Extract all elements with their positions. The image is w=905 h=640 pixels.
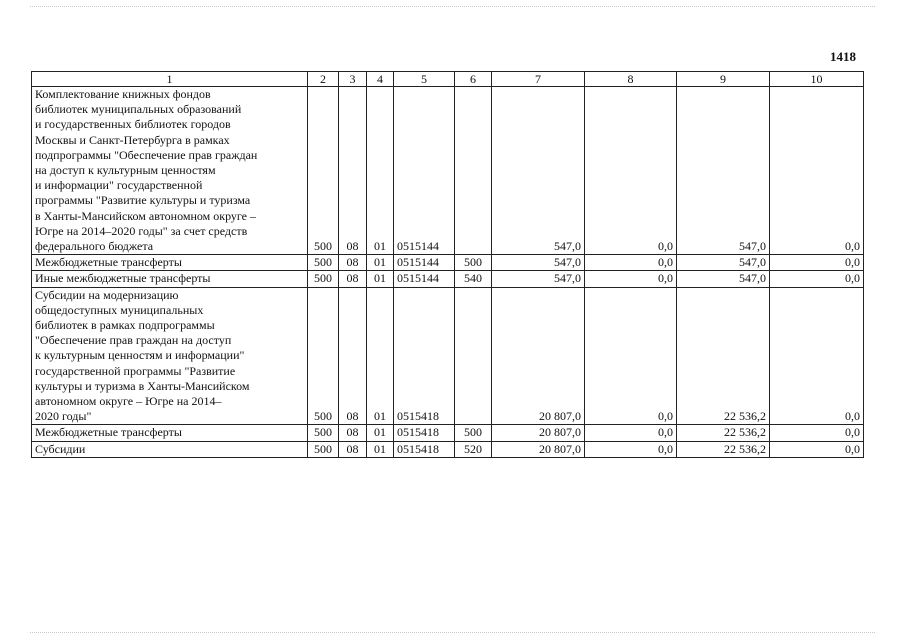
cell-col8: 0,0	[585, 287, 677, 425]
cell-col7: 20 807,0	[492, 287, 585, 425]
cell-col6: 540	[455, 271, 492, 287]
cell-col2: 500	[308, 287, 339, 425]
cell-col7: 547,0	[492, 87, 585, 255]
cell-col4: 01	[367, 87, 394, 255]
header-cell: 8	[585, 72, 677, 87]
cell-col4: 01	[367, 255, 394, 271]
table-row	[32, 255, 864, 271]
cell-col8: 0,0	[585, 87, 677, 255]
cell-col9: 547,0	[677, 87, 770, 255]
header-cell: 5	[394, 72, 455, 87]
row-name: Межбюджетные трансферты	[32, 425, 308, 441]
cell-col6: 500	[455, 425, 492, 441]
cell-col2: 500	[308, 271, 339, 287]
header-cell: 2	[308, 72, 339, 87]
header-cell: 10	[770, 72, 864, 87]
cell-col6: 500	[455, 255, 492, 271]
cell-col10: 0,0	[770, 271, 864, 287]
row-name: Комплектование книжных фондов библиотек муниципальных образований и государственных библиотек городов Москвы и Санкт-Петербурга в рамках подпрограммы "Обеспечение прав граждан на доступ к культурным ценностям и информации" государственной программы "Развитие культуры и туризма в Ханты-Мансийском автономном округе – Югре на 2014–2020 годы" за счет средств федерального бюджета	[32, 87, 308, 255]
cell-col9: 547,0	[677, 271, 770, 287]
header-cell: 1	[32, 72, 308, 87]
cell-col9: 547,0	[677, 255, 770, 271]
cell-col4: 01	[367, 441, 394, 457]
cell-col7: 547,0	[492, 271, 585, 287]
cell-col9: 22 536,2	[677, 441, 770, 457]
cell-col5: 0515418	[394, 287, 455, 425]
budget-table	[31, 71, 864, 458]
cell-col5: 0515144	[394, 271, 455, 287]
header-cell: 7	[492, 72, 585, 87]
row-name: Иные межбюджетные трансферты	[32, 271, 308, 287]
scan-artifact-bottom	[30, 632, 875, 634]
cell-col8: 0,0	[585, 271, 677, 287]
page-number: 1418	[830, 49, 856, 64]
cell-col10: 0,0	[770, 425, 864, 441]
cell-col4: 01	[367, 287, 394, 425]
cell-col10: 0,0	[770, 441, 864, 457]
header-cell: 9	[677, 72, 770, 87]
cell-col6	[455, 87, 492, 255]
cell-col7: 547,0	[492, 255, 585, 271]
table-row	[32, 271, 864, 287]
table-row	[32, 287, 864, 425]
cell-col6: 520	[455, 441, 492, 457]
cell-col5: 0515418	[394, 441, 455, 457]
cell-col10: 0,0	[770, 287, 864, 425]
cell-col3: 08	[339, 287, 367, 425]
cell-col4: 01	[367, 425, 394, 441]
cell-col9: 22 536,2	[677, 287, 770, 425]
cell-col7: 20 807,0	[492, 425, 585, 441]
cell-col3: 08	[339, 425, 367, 441]
cell-col2: 500	[308, 255, 339, 271]
cell-col3: 08	[339, 271, 367, 287]
cell-col3: 08	[339, 441, 367, 457]
cell-col7: 20 807,0	[492, 441, 585, 457]
table-header-row	[32, 72, 864, 87]
row-name: Субсидии на модернизацию общедоступных муниципальных библиотек в рамках подпрограммы "Обеспечение прав граждан на доступ к культурным ценностям и информации" государственной программы "Развитие культуры и туризма в Ханты-Мансийском автономном округе – Югре на 2014– 2020 годы"	[32, 287, 308, 425]
table-row	[32, 87, 864, 255]
cell-col5: 0515144	[394, 87, 455, 255]
header-cell: 3	[339, 72, 367, 87]
cell-col2: 500	[308, 425, 339, 441]
cell-col8: 0,0	[585, 425, 677, 441]
cell-col3: 08	[339, 87, 367, 255]
table-row	[32, 441, 864, 457]
header-cell: 6	[455, 72, 492, 87]
cell-col5: 0515144	[394, 255, 455, 271]
row-name: Субсидии	[32, 441, 308, 457]
cell-col8: 0,0	[585, 441, 677, 457]
cell-col9: 22 536,2	[677, 425, 770, 441]
cell-col10: 0,0	[770, 87, 864, 255]
cell-col8: 0,0	[585, 255, 677, 271]
cell-col2: 500	[308, 87, 339, 255]
cell-col3: 08	[339, 255, 367, 271]
cell-col4: 01	[367, 271, 394, 287]
cell-col2: 500	[308, 441, 339, 457]
cell-col6	[455, 287, 492, 425]
header-cell: 4	[367, 72, 394, 87]
cell-col10: 0,0	[770, 255, 864, 271]
scan-artifact-top	[30, 6, 875, 8]
cell-col5: 0515418	[394, 425, 455, 441]
row-name: Межбюджетные трансферты	[32, 255, 308, 271]
table-row	[32, 425, 864, 441]
